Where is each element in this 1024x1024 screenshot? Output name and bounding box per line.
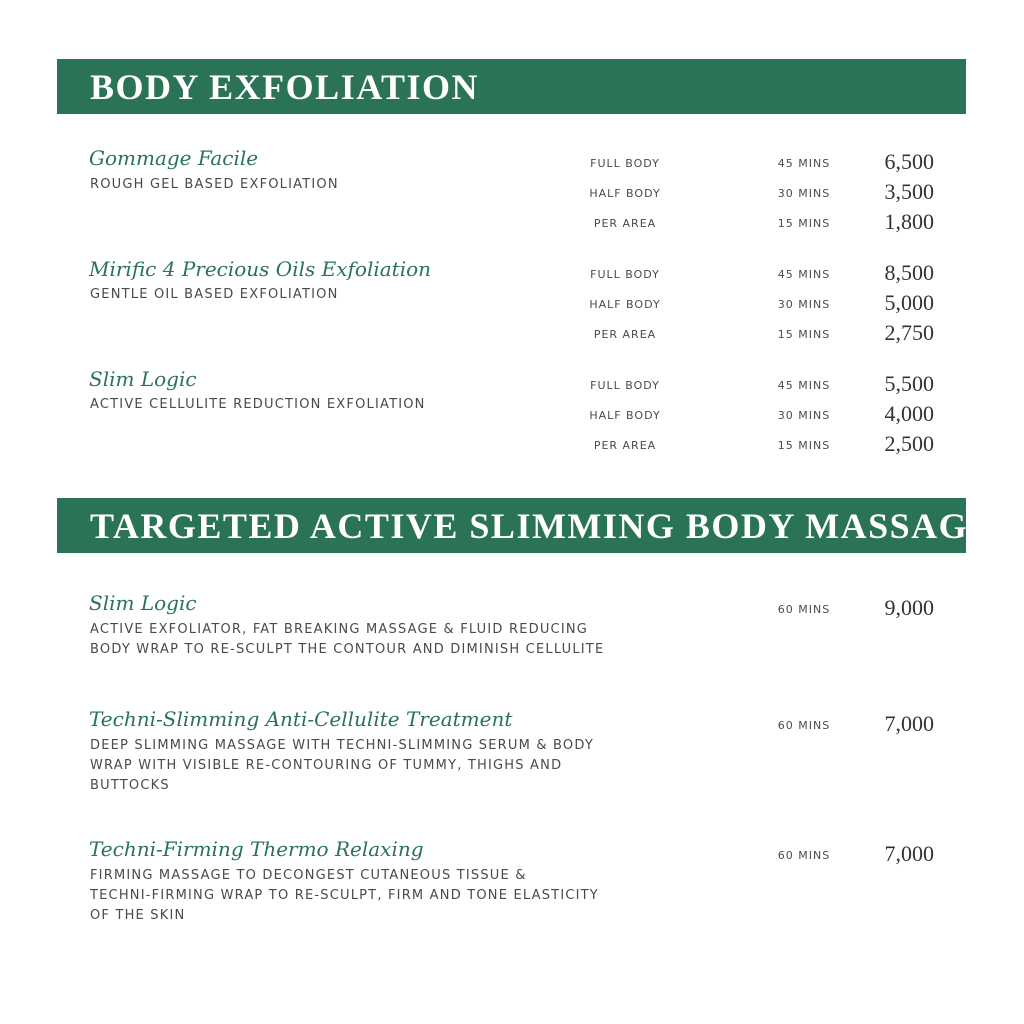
variant-label: PER AREA: [593, 439, 657, 452]
item-description-line: DEEP SLIMMING MASSAGE WITH TECHNI-SLIMMING SERUM & BODY: [90, 738, 594, 753]
item-description-line: BODY WRAP TO RE-SCULPT THE CONTOUR AND DIMINISH CELLULITE: [90, 642, 605, 657]
price-row: [89, 841, 969, 877]
duration-label: 30 MINS: [777, 187, 831, 200]
item-description-line: TECHNI-FIRMING WRAP TO RE-SCULPT, FIRM AND TONE ELASTICITY: [90, 888, 599, 903]
price-row: [89, 711, 969, 747]
price-value: 7,000: [884, 841, 934, 866]
price-value: 5,500: [884, 371, 934, 396]
duration-label: 15 MINS: [777, 328, 831, 341]
item-description: ROUGH GEL BASED EXFOLIATION: [90, 177, 339, 192]
price-value: 2,750: [884, 320, 934, 345]
item-name: Mirific 4 Precious Oils Exfoliation: [89, 257, 432, 281]
price-value: 8,500: [884, 260, 934, 285]
item-description-line: ACTIVE EXFOLIATOR, FAT BREAKING MASSAGE & FLUID REDUCING: [90, 622, 589, 637]
section-header-targeted-active-slimming-body-massages: [57, 498, 1016, 553]
duration-label: 60 MINS: [777, 849, 831, 862]
variant-label: FULL BODY: [590, 268, 660, 281]
duration-label: 30 MINS: [777, 298, 831, 311]
item-description: ACTIVE CELLULITE REDUCTION EXFOLIATION: [90, 397, 426, 412]
price-row: [89, 431, 969, 467]
price-row: [89, 260, 969, 296]
duration-label: 45 MINS: [777, 379, 831, 392]
variant-label: HALF BODY: [589, 298, 661, 311]
item-name: Slim Logic: [89, 591, 197, 615]
item-name: Slim Logic: [89, 367, 197, 391]
item-name: Techni-Slimming Anti-Cellulite Treatment: [89, 707, 513, 731]
price-row: [89, 209, 969, 245]
item-description-line: WRAP WITH VISIBLE RE-CONTOURING OF TUMMY, THIGHS AND: [90, 758, 563, 773]
item-description-line: BUTTOCKS: [90, 778, 170, 793]
section-header-body-exfoliation: [57, 59, 966, 114]
price-row: [89, 149, 969, 185]
item-description: GENTLE OIL BASED EXFOLIATION: [90, 287, 339, 302]
duration-label: 15 MINS: [777, 439, 831, 452]
duration-label: 45 MINS: [777, 157, 831, 170]
price-row: [89, 595, 969, 631]
item-description-line: OF THE SKIN: [90, 908, 186, 923]
item-name: Techni-Firming Thermo Relaxing: [89, 837, 424, 861]
price-value: 4,000: [884, 401, 934, 426]
duration-label: 60 MINS: [777, 719, 831, 732]
price-value: 7,000: [884, 711, 934, 736]
duration-label: 60 MINS: [777, 603, 831, 616]
price-value: 1,800: [884, 209, 934, 234]
duration-label: 45 MINS: [777, 268, 831, 281]
price-value: 9,000: [884, 595, 934, 620]
section-title: BODY EXFOLIATION: [90, 67, 480, 107]
section-title: TARGETED ACTIVE SLIMMING BODY MASSAGES: [90, 506, 1016, 546]
variant-label: PER AREA: [593, 328, 657, 341]
variant-label: PER AREA: [593, 217, 657, 230]
variant-label: FULL BODY: [590, 379, 660, 392]
item-description-line: FIRMING MASSAGE TO DECONGEST CUTANEOUS TISSUE &: [90, 868, 527, 883]
price-value: 3,500: [884, 179, 934, 204]
price-row: [89, 371, 969, 407]
variant-label: FULL BODY: [590, 157, 660, 170]
variant-label: HALF BODY: [589, 409, 661, 422]
price-value: 2,500: [884, 431, 934, 456]
variant-label: HALF BODY: [589, 187, 661, 200]
price-value: 6,500: [884, 149, 934, 174]
price-value: 5,000: [884, 290, 934, 315]
duration-label: 30 MINS: [777, 409, 831, 422]
duration-label: 15 MINS: [777, 217, 831, 230]
price-row: [89, 320, 969, 356]
item-name: Gommage Facile: [89, 146, 259, 170]
